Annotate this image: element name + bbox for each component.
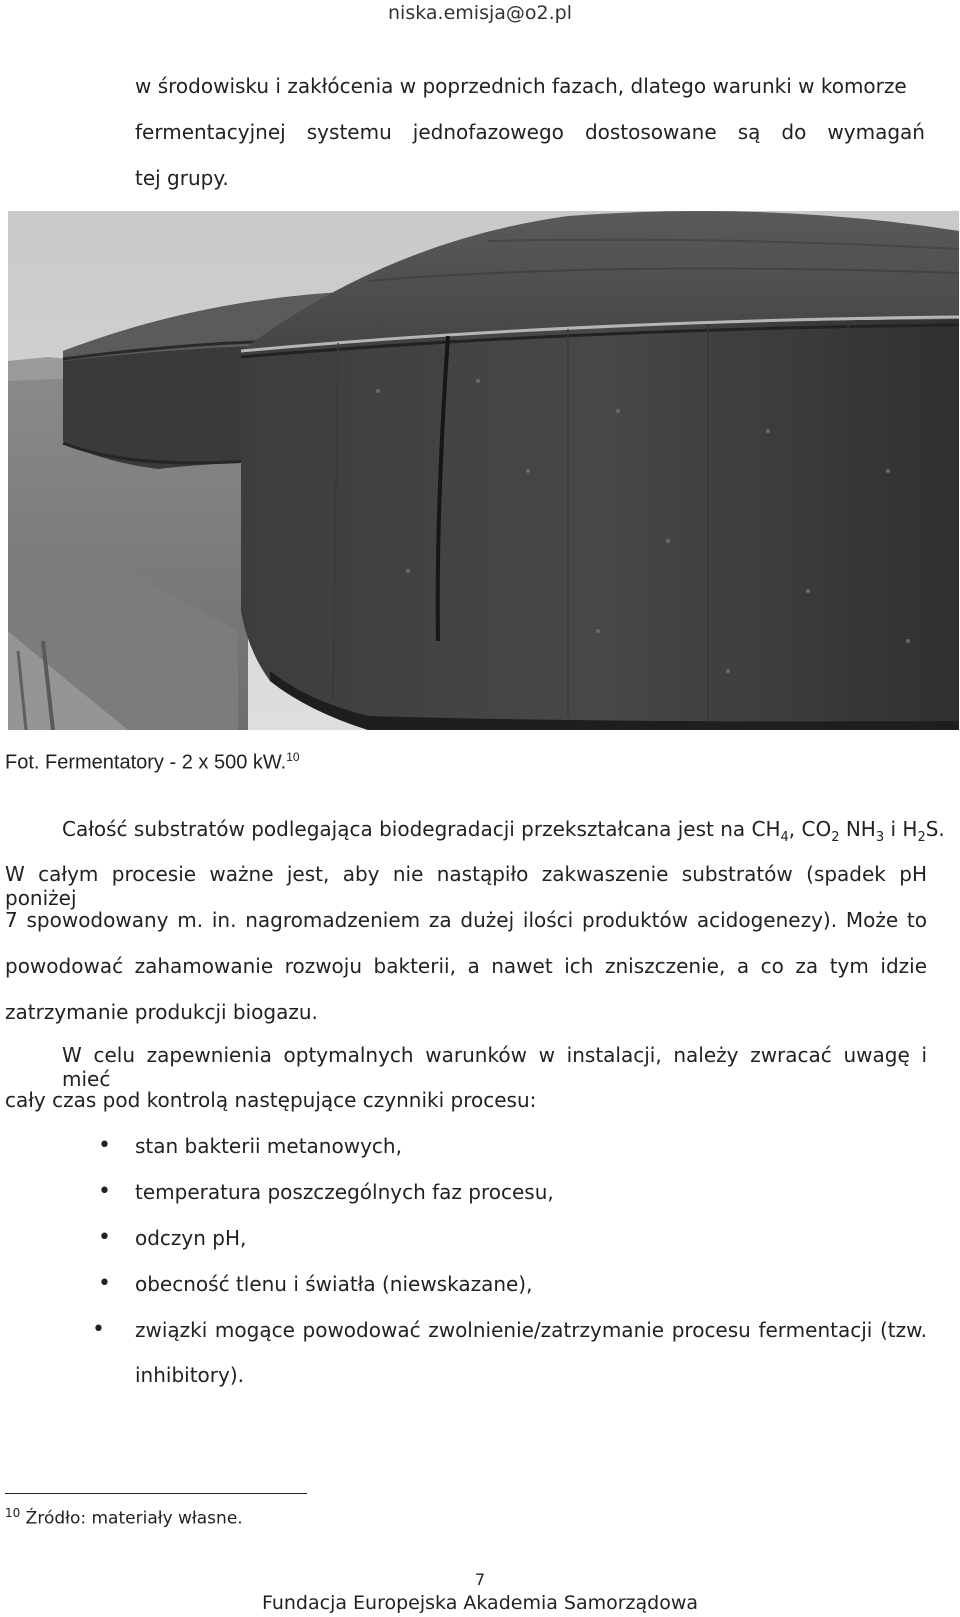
footnote-number: 10 [5, 1506, 21, 1520]
intro-line-1: w środowisku i zakłócenia w poprzednich fazach, dlatego warunki w komorze [135, 74, 907, 98]
para2-line-1: W celu zapewnienia optymalnych warunków w instalacji, należy zwracać uwagę i mieć [62, 1043, 927, 1091]
para2-line-2: cały czas pod kontrolą następujące czynniki procesu: [5, 1088, 537, 1112]
bullet-marker: • [92, 1317, 105, 1342]
para1-line-5: zatrzymanie produkcji biogazu. [5, 1000, 318, 1024]
bullet-item-1: stan bakterii metanowych, [135, 1134, 402, 1158]
para1-line-1: Całość substratów podlegająca biodegradacji przekształcana jest na $CH_4$, $CO_2$ $NH_3$ i $H_2S$. [62, 817, 945, 845]
intro-line-3: tej grupy. [135, 166, 229, 190]
photo-caption: Fot. Fermentatory - 2 x 500 kW.$^{10}$ [5, 750, 300, 774]
footnote: $^{10}$ Źródło: materiały własne. [5, 1506, 243, 1529]
bullet-marker: • [98, 1133, 111, 1158]
bullet-marker: • [98, 1225, 111, 1250]
para1-line-3: 7 spowodowany m. in. nagromadzeniem za dużej ilości produktów acidogenezy). Może to [5, 908, 927, 932]
page-number: 7 [474, 1570, 486, 1589]
footnote-separator [5, 1493, 307, 1494]
footnote-ref: 10 [286, 750, 300, 764]
para1-line-2: W całym procesie ważne jest, aby nie nastąpiło zakwaszenie substratów (spadek pH poniżej [5, 862, 927, 910]
bullet-item-3: odczyn pH, [135, 1226, 247, 1250]
fermenters-photo [8, 211, 959, 730]
bullet-marker: • [98, 1271, 111, 1296]
para1-line-4: powodować zahamowanie rozwoju bakterii, a nawet ich zniszczenie, a co za tym idzie [5, 954, 927, 978]
bullet-marker: • [98, 1179, 111, 1204]
footer-organization: Fundacja Europejska Akademia Samorządowa [261, 1592, 699, 1614]
header-email: niska.emisja@o2.pl [388, 2, 572, 24]
bullet-item-4: obecność tlenu i światła (niewskazane), [135, 1272, 533, 1296]
bullet-item-5-line-1: związki mogące powodować zwolnienie/zatrzymanie procesu fermentacji (tzw. [135, 1318, 927, 1342]
bullet-item-2: temperatura poszczególnych faz procesu, [135, 1180, 554, 1204]
intro-line-2: fermentacyjnej systemu jednofazowego dostosowane są do wymagań [135, 120, 925, 144]
bullet-item-5-line-2: inhibitory). [135, 1363, 245, 1387]
